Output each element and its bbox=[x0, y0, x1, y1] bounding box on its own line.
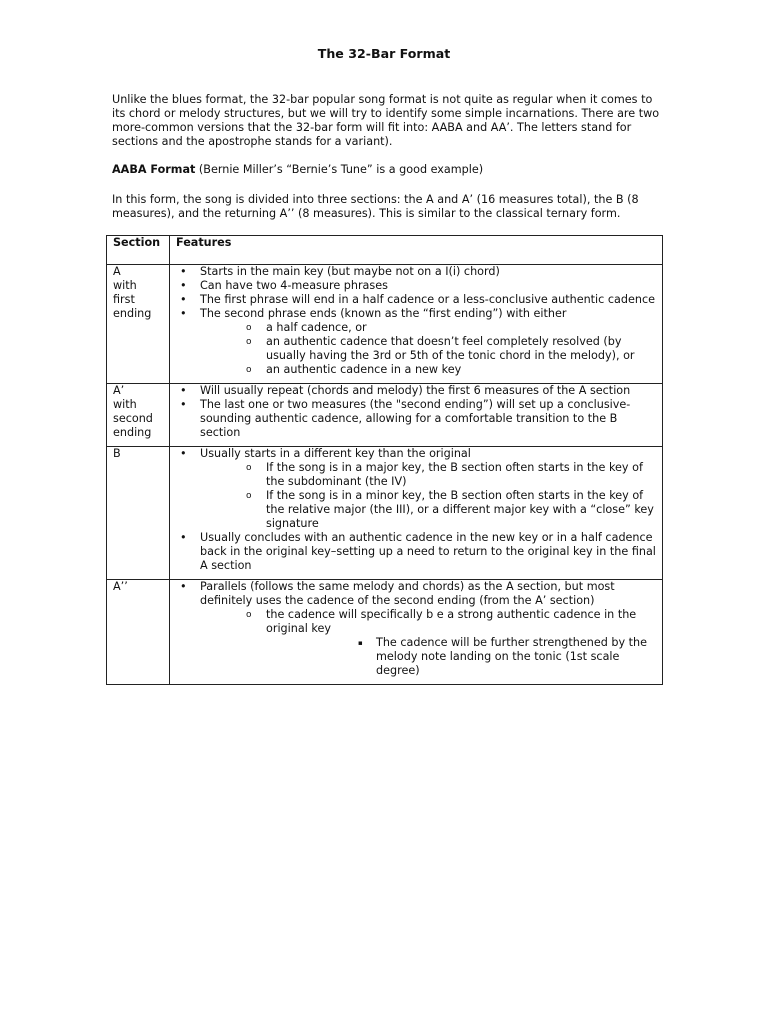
bullet-marker-icon: • bbox=[180, 580, 187, 593]
bullet-list-level-3 bbox=[266, 636, 658, 678]
bullet-marker-icon: o bbox=[246, 365, 252, 375]
list-item-text: Parallels (follows the same melody and chords) as the A section, but most definitely uses the cadence of the second ending (from the A’ section) bbox=[200, 580, 615, 607]
list-item bbox=[266, 636, 658, 678]
intro-paragraph: Unlike the blues format, the 32-bar popular song format is not quite as regular when it comes to its chord or melody structures, but we will try to identify some simple incarnations. There are two more-common versions that the 32-bar form will fit into: AABA and AA’. The letters stand for sections and the apostrophe stands for a variant). bbox=[112, 93, 660, 148]
bullet-marker-icon: o bbox=[246, 491, 252, 501]
features-cell bbox=[170, 447, 663, 580]
list-item-text: the cadence will specifically b e a strong authentic cadence in the original key bbox=[266, 608, 637, 635]
list-item bbox=[200, 335, 658, 363]
list-item bbox=[200, 608, 658, 678]
list-item-text: Usually starts in a different key than the original bbox=[200, 447, 471, 460]
header-section: Section bbox=[107, 236, 170, 265]
list-item bbox=[176, 265, 658, 279]
list-item bbox=[200, 321, 658, 335]
bullet-marker-icon: • bbox=[180, 398, 187, 411]
features-cell bbox=[170, 265, 663, 384]
table-body bbox=[107, 265, 663, 685]
list-item-text: The cadence will be further strengthened by the melody note landing on the tonic (1st scale degree) bbox=[376, 636, 648, 677]
bullet-marker-icon: • bbox=[180, 293, 187, 306]
bullet-list-level-2 bbox=[200, 321, 658, 377]
list-item-text: The last one or two measures (the "second ending”) will set up a conclusive-sounding authentic cadence, allowing for a comfortable transition to the B section bbox=[200, 398, 631, 439]
list-item bbox=[176, 580, 658, 678]
table-header-row bbox=[107, 236, 663, 265]
features-cell bbox=[170, 384, 663, 447]
sections-table bbox=[106, 235, 663, 685]
list-item-text: Will usually repeat (chords and melody) the first 6 measures of the A section bbox=[200, 384, 631, 397]
table-row bbox=[107, 580, 663, 685]
document-title: The 32-Bar Format bbox=[317, 46, 451, 61]
bullet-marker-icon: o bbox=[246, 610, 252, 620]
list-item-text: The second phrase ends (known as the “first ending”) with either bbox=[200, 307, 567, 320]
list-item-text: Can have two 4-measure phrases bbox=[200, 279, 388, 292]
bullet-marker-icon: • bbox=[180, 307, 187, 320]
list-item bbox=[176, 398, 658, 440]
list-item bbox=[200, 461, 658, 489]
form-description-paragraph: In this form, the song is divided into three sections: the A and A’ (16 measures total), the B (8 measures), and the returning A’’ (8 measures). This is similar to the classical ternary form. bbox=[112, 193, 639, 220]
bullet-marker-icon: • bbox=[180, 279, 187, 292]
list-item-text: If the song is in a major key, the B section often starts in the key of the subdominant (the IV) bbox=[266, 461, 643, 488]
list-item bbox=[176, 293, 658, 307]
header-features: Features bbox=[170, 236, 663, 265]
section-name-cell: A with first ending bbox=[107, 265, 170, 384]
table-row bbox=[107, 265, 663, 384]
bullet-list-level-1 bbox=[176, 265, 658, 377]
bullet-marker-icon: • bbox=[180, 265, 187, 278]
list-item bbox=[176, 447, 658, 531]
list-item-text: Usually concludes with an authentic cadence in the new key or in a half cadence back in the original key–setting up a need to return to the original key in the final A section bbox=[200, 531, 656, 572]
aaba-format-note: (Bernie Miller’s “Bernie’s Tune” is a good example) bbox=[195, 163, 484, 176]
bullet-list-level-1 bbox=[176, 580, 658, 678]
bullet-marker-icon: o bbox=[246, 323, 252, 333]
list-item bbox=[200, 363, 658, 377]
list-item bbox=[176, 307, 658, 377]
list-item bbox=[176, 384, 658, 398]
bullet-list-level-2 bbox=[200, 461, 658, 531]
list-item-text: The first phrase will end in a half cadence or a less-conclusive authentic cadence bbox=[200, 293, 655, 306]
aaba-format-label: AABA Format bbox=[112, 163, 196, 176]
bullet-list-level-2 bbox=[200, 608, 658, 678]
bullet-list-level-1 bbox=[176, 447, 658, 573]
bullet-list-level-1 bbox=[176, 384, 658, 440]
features-cell bbox=[170, 580, 663, 685]
section-name-cell: A’’ bbox=[107, 580, 170, 685]
bullet-marker-icon: ▪ bbox=[358, 639, 363, 647]
list-item-text: If the song is in a minor key, the B section often starts in the key of the relative major (the III), or a different major key with a “close” key signature bbox=[266, 489, 654, 530]
section-name-cell: B bbox=[107, 447, 170, 580]
aaba-heading-paragraph bbox=[112, 163, 668, 177]
list-item bbox=[176, 279, 658, 293]
bullet-marker-icon: o bbox=[246, 337, 252, 347]
list-item bbox=[200, 489, 658, 531]
bullet-marker-icon: • bbox=[180, 384, 187, 397]
bullet-marker-icon: • bbox=[180, 531, 187, 544]
table-row bbox=[107, 447, 663, 580]
list-item-text: Starts in the main key (but maybe not on a I(i) chord) bbox=[200, 265, 500, 278]
section-name-cell: A’ with second ending bbox=[107, 384, 170, 447]
list-item-text: an authentic cadence in a new key bbox=[266, 363, 462, 376]
table-row bbox=[107, 384, 663, 447]
list-item-text: an authentic cadence that doesn’t feel completely resolved (by usually having the 3rd or 5th of the tonic chord in the melody), or bbox=[266, 335, 635, 362]
bullet-marker-icon: • bbox=[180, 447, 187, 460]
bullet-marker-icon: o bbox=[246, 463, 252, 473]
list-item bbox=[176, 531, 658, 573]
list-item-text: a half cadence, or bbox=[266, 321, 367, 334]
